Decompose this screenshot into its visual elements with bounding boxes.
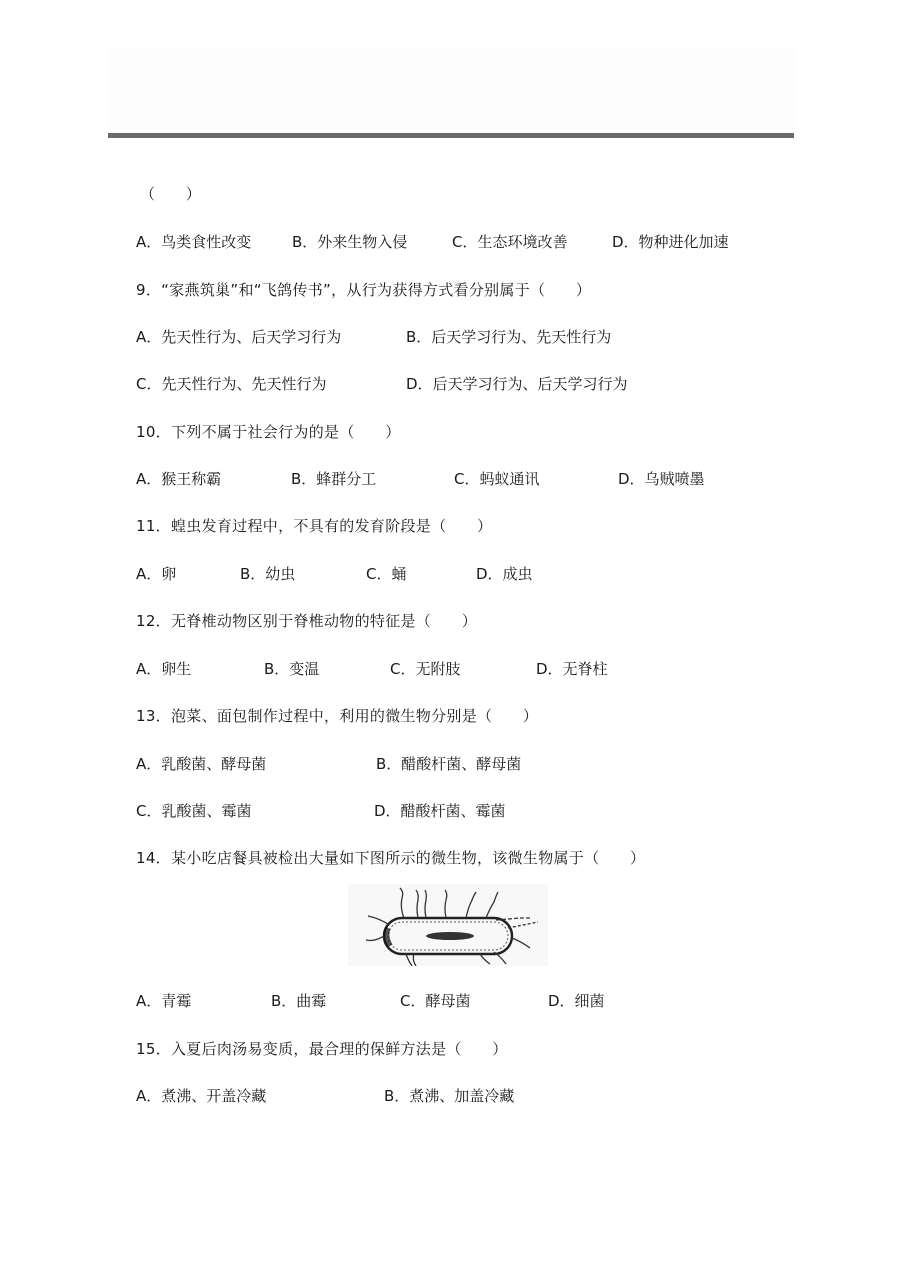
q9-option-c: C．先天性行为、先天性行为 xyxy=(136,375,327,393)
q12-option-c: C．无附肢 xyxy=(390,660,461,678)
q8-option-c: C．生态环境改善 xyxy=(452,233,568,251)
question-13-stem: 13．泡菜、面包制作过程中，利用的微生物分别是（ ） xyxy=(136,707,539,725)
q9-option-d: D．后天学习行为、后天学习行为 xyxy=(406,375,628,393)
q9-option-a: A．先天性行为、后天学习行为 xyxy=(136,328,342,346)
question-15-stem: 15．入夏后肉汤易变质，最合理的保鲜方法是（ ） xyxy=(136,1040,508,1058)
q10-option-d: D．乌贼喷墨 xyxy=(618,470,705,488)
q8-option-d: D．物种进化加速 xyxy=(612,233,729,251)
q13-option-b: B．醋酸杆菌、酵母菌 xyxy=(376,755,522,773)
question-11-stem: 11．蝗虫发育过程中，不具有的发育阶段是（ ） xyxy=(136,517,493,535)
q15-option-b: B．煮沸、加盖冷藏 xyxy=(384,1087,515,1105)
q10-option-c: C．蚂蚁通讯 xyxy=(454,470,540,488)
q11-option-b: B．幼虫 xyxy=(240,565,296,583)
q8-option-b: B．外来生物入侵 xyxy=(292,233,408,251)
q13-option-c: C．乳酸菌、霉菌 xyxy=(136,802,252,820)
question-9-stem: 9．“家燕筑巢”和“飞鸽传书”，从行为获得方式看分别属于（ ） xyxy=(136,281,592,299)
q10-option-b: B．蜂群分工 xyxy=(291,470,377,488)
q12-option-d: D．无脊柱 xyxy=(536,660,608,678)
q14-option-a: A．青霉 xyxy=(136,992,192,1010)
q13-option-a: A．乳酸菌、酵母菌 xyxy=(136,755,267,773)
q12-option-a: A．卵生 xyxy=(136,660,192,678)
q14-option-d: D．细菌 xyxy=(548,992,605,1010)
q11-option-d: D．成虫 xyxy=(476,565,533,583)
q11-option-c: C．蛹 xyxy=(366,565,407,583)
q10-option-a: A．猴王称霸 xyxy=(136,470,222,488)
q15-option-a: A．煮沸、开盖冷藏 xyxy=(136,1087,267,1105)
q12-option-b: B．变温 xyxy=(264,660,320,678)
question-10-stem: 10．下列不属于社会行为的是（ ） xyxy=(136,423,401,441)
header-divider xyxy=(108,133,794,138)
q14-option-b: B．曲霉 xyxy=(271,992,327,1010)
q8-option-a: A．鸟类食性改变 xyxy=(136,233,252,251)
question-14-stem: 14．某小吃店餐具被检出大量如下图所示的微生物，该微生物属于（ ） xyxy=(136,849,646,867)
bacterium-illustration xyxy=(348,884,548,966)
question-12-stem: 12．无脊椎动物区别于脊椎动物的特征是（ ） xyxy=(136,612,477,630)
q14-option-c: C．酵母菌 xyxy=(400,992,471,1010)
q8-answer-blank: （ ） xyxy=(140,185,202,203)
q13-option-d: D．醋酸杆菌、霉菌 xyxy=(374,802,506,820)
q11-option-a: A．卵 xyxy=(136,565,177,583)
q9-option-b: B．后天学习行为、先天性行为 xyxy=(406,328,612,346)
page-header-area xyxy=(108,48,794,132)
